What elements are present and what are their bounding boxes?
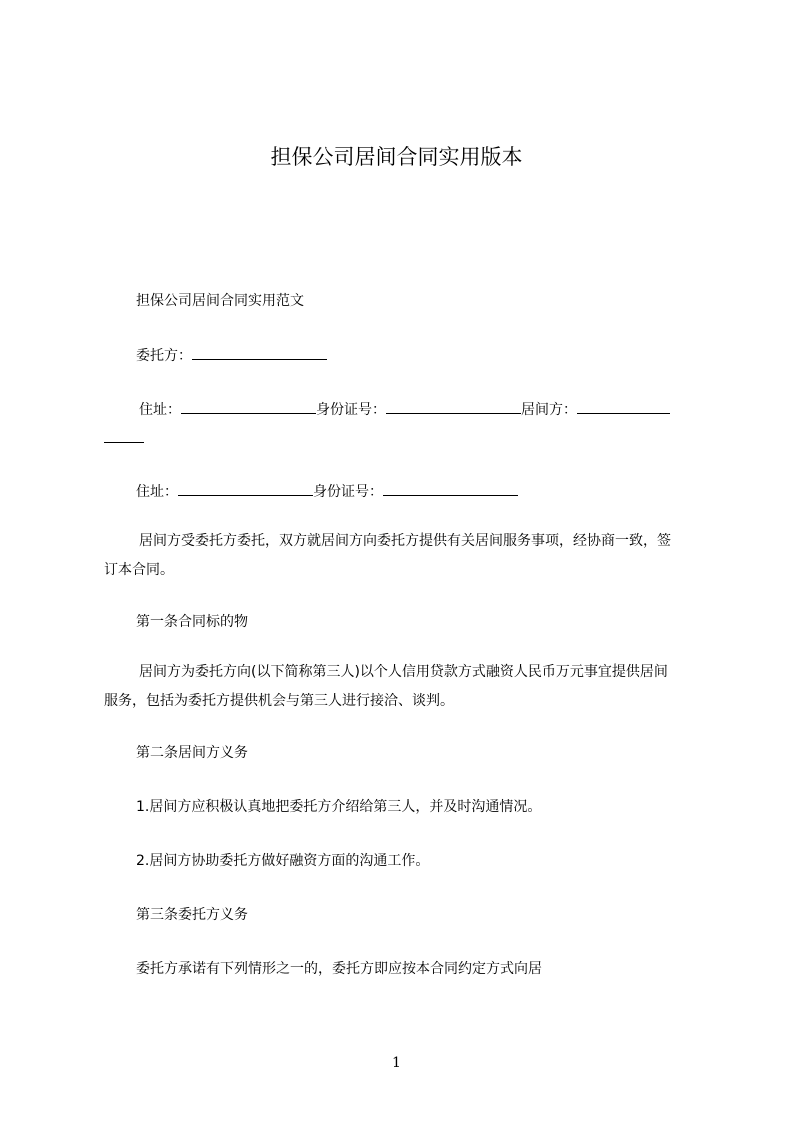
- address-label-2: 住址：: [136, 484, 178, 500]
- article2-item-1: 1.居间方应积极认真地把委托方介绍给第三人，并及时沟通情况。: [136, 799, 542, 815]
- id-label-1: 身份证号：: [316, 402, 386, 418]
- page-number: 1: [392, 1055, 401, 1071]
- article3-title: 第三条委托方义务: [136, 907, 248, 923]
- address-label-1: 住址：: [139, 402, 181, 418]
- broker-blank-continued: [104, 428, 144, 449]
- id-label-2: 身份证号：: [313, 484, 383, 500]
- address-blank-1: [181, 399, 316, 414]
- broker-label: 居间方：: [521, 402, 577, 418]
- address-line-1: [139, 399, 670, 420]
- article1-title: 第一条合同标的物: [136, 614, 248, 630]
- broker-blank: [577, 399, 670, 414]
- intro-paragraph: 居间方受委托方委托，双方就居间方向委托方提供有关居间服务事项，经协商一致，签订本合同。: [104, 533, 671, 578]
- id-blank-2: [383, 481, 518, 496]
- article1-body: 居间方为委托方向(以下简称第三人)以个人信用贷款方式融资人民币万元事宜提供居间服务，包括为委托方提供机会与第三人进行接洽、谈判。: [104, 664, 668, 709]
- client-label: 委托方：: [136, 348, 192, 364]
- client-line: [136, 345, 327, 366]
- subtitle: 担保公司居间合同实用范文: [136, 293, 304, 309]
- broker-blank-2: [104, 428, 144, 443]
- article3-body: 委托方承诺有下列情形之一的，委托方即应按本合同约定方式向居: [136, 961, 542, 977]
- id-blank-1: [386, 399, 521, 414]
- document-title: 担保公司居间合同实用版本: [270, 145, 523, 169]
- address-line-2: [136, 481, 518, 502]
- article2-item-2: 2.居间方协助委托方做好融资方面的沟通工作。: [136, 853, 430, 869]
- article2-title: 第二条居间方义务: [136, 745, 248, 761]
- client-blank: [192, 345, 327, 360]
- address-blank-2: [178, 481, 313, 496]
